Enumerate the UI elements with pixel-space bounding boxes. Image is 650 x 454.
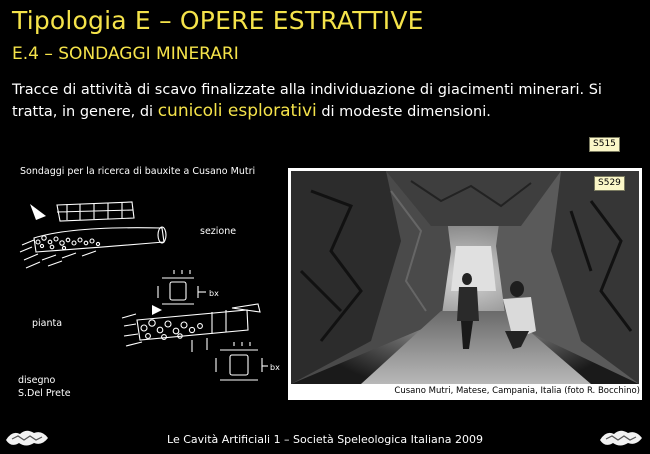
- photo-caption: Cusano Mutri, Matese, Campania, Italia (foto R. Bocchino): [394, 386, 640, 396]
- slide-title: Tipologia E – OPERE ESTRATTIVE: [12, 6, 424, 35]
- mine-tunnel-photo: [291, 171, 639, 384]
- label-plan: pianta: [32, 318, 63, 329]
- body-text-end: di modeste dimensioni.: [316, 104, 491, 120]
- body-text-start: Tracce di attività di scavo finalizzate alla individuazione di giacimenti minerari. Si tratta, in genere, di: [12, 82, 602, 120]
- body-highlight: cunicoli esplorativi: [157, 101, 317, 121]
- body-paragraph: [12, 80, 612, 123]
- slide-subtitle: E.4 – SONDAGGI MINERARI: [12, 44, 239, 64]
- label-drawing-author: S.Del Prete: [18, 388, 71, 399]
- sketch-bx-label-top: bx: [209, 289, 219, 298]
- label-drawing: disegno: [18, 375, 56, 386]
- code-badge-s515: S515: [589, 137, 620, 152]
- mine-sketch-drawing: [12, 190, 282, 395]
- code-badge-s529: S529: [594, 176, 625, 191]
- drawing-caption: Sondaggi per la ricerca di bauxite a Cusano Mutri: [20, 166, 256, 177]
- entrance-arrow-icon: [30, 204, 46, 220]
- slide-footer: Le Cavità Artificiali 1 – Società Speleologica Italiana 2009: [167, 433, 483, 446]
- sketch-bx-label-bottom: bx: [270, 363, 280, 372]
- label-section: sezione: [200, 226, 237, 237]
